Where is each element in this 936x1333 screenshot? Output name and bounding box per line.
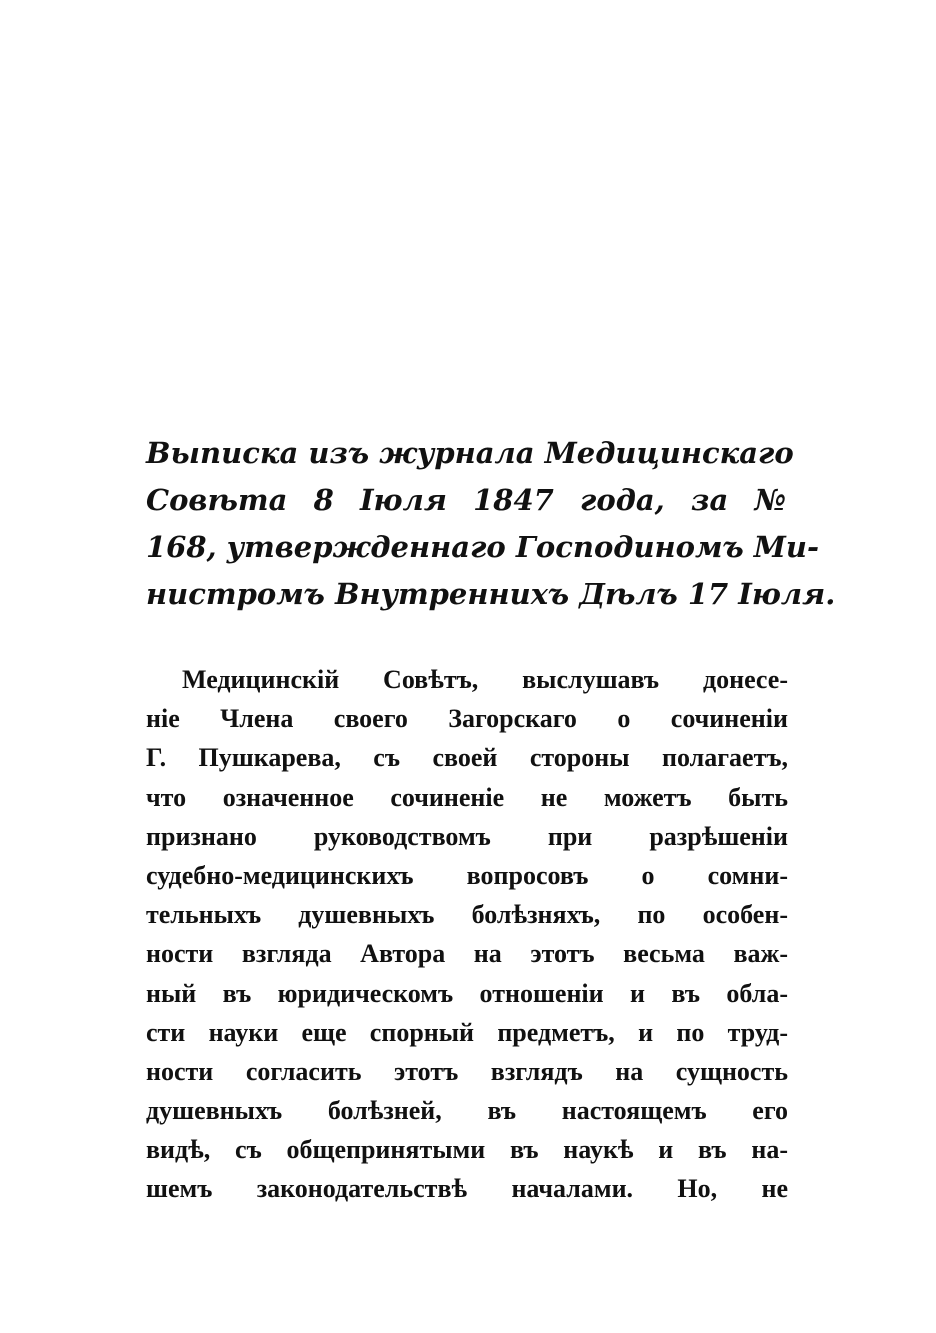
heading-line: 168, утвержденнаго Господиномъ Ми- xyxy=(146,530,819,564)
body-line: признано руководствомъ при разрѣшеніи xyxy=(146,821,788,851)
body-line: сти науки еще спорный предметъ, и по труд- xyxy=(146,1017,788,1047)
document-heading xyxy=(146,430,836,618)
body-line: ности взгляда Автора на этотъ весьма важ- xyxy=(146,939,788,969)
body-paragraph xyxy=(146,660,788,1209)
body-line: тельныхъ душевныхъ болѣзняхъ, по особен- xyxy=(146,900,788,930)
body-line: ный въ юридическомъ отношеніи и въ обла- xyxy=(146,978,788,1008)
body-line: ніе Члена своего Загорскаго о сочиненіи xyxy=(146,704,788,734)
body-line: душевныхъ болѣзней, въ настоящемъ его xyxy=(146,1096,788,1126)
body-line: Г. Пушкарева, съ своей стороны полагаетъ, xyxy=(146,743,788,773)
body-line: судебно-медицинскихъ вопросовъ о сомни- xyxy=(146,860,788,890)
body-line: Медицинскій Совѣтъ, выслушавъ донесе- xyxy=(182,665,788,694)
heading-line: Совѣта 8 Іюля 1847 года, за № xyxy=(146,483,786,517)
heading-line: Выписка изъ журнала Медицинскаго xyxy=(146,436,794,470)
body-line: видѣ, съ общепринятыми въ наукѣ и въ на- xyxy=(146,1135,788,1165)
heading-line: нистромъ Внутреннихъ Дѣлъ 17 Іюля. xyxy=(146,577,836,611)
body-line: что означенное сочиненіе не можетъ быть xyxy=(146,782,788,812)
body-line: шемъ законодательствѣ началами. Но, не xyxy=(146,1174,788,1204)
body-line: ности согласить этотъ взглядъ на сущность xyxy=(146,1056,788,1086)
